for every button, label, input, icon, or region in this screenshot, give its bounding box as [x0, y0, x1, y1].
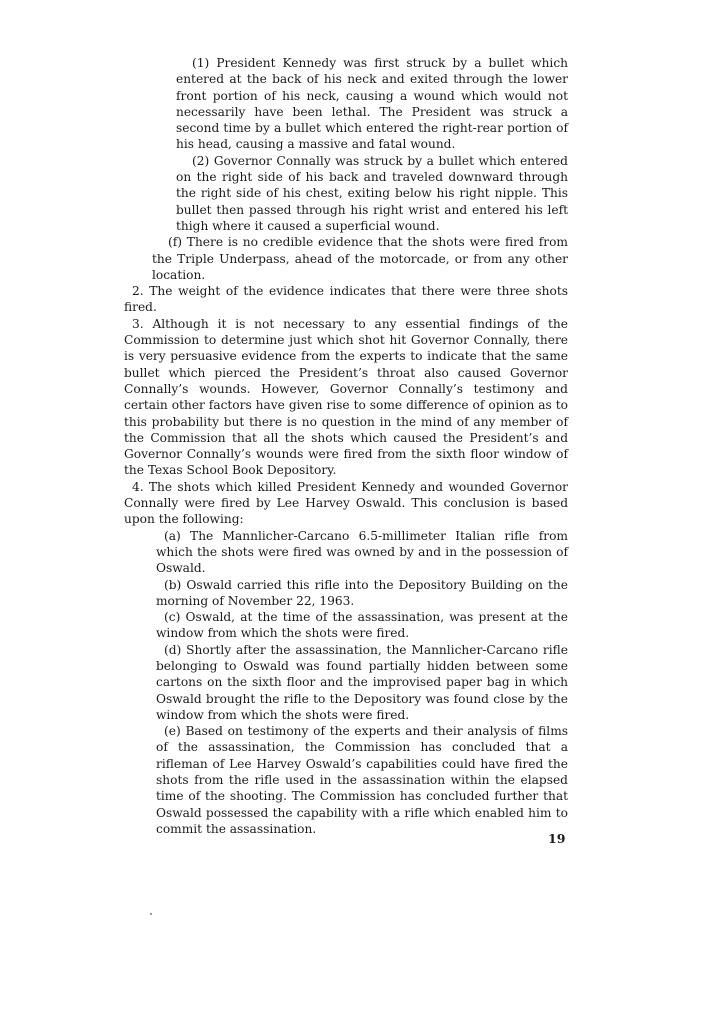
paragraph-finding-4: 4. The shots which killed President Kennedy and wounded Governor Connally were fired by Lee Harvey Oswald. This conclusion is based upon the following: — [124, 479, 568, 527]
paragraph-subitem-b: (b) Oswald carried this rifle into the Depository Building on the morning of November 22, 1963. — [156, 577, 568, 608]
paragraph-finding-3: 3. Although it is not necessary to any essential findings of the Commission to determine just which shot hit Governor Connally, there is very persuasive evidence from the experts to indicate that the same bullet which pierced the President’s throat also caused Governor Connally’s wounds. However, Governor Connally’s testimony and certain other factors have given rise to some difference of opinion as to this probability but there is no question in the mind of any member of the Commission that all the shots which caused the President’s and Governor Connally’s wounds were fired from the sixth floor window of the Texas School Book Depository. — [124, 316, 568, 478]
paragraph-finding-2: 2. The weight of the evidence indicates that there were three shots fired. — [124, 284, 568, 315]
paragraph-subitem-e: (e) Based on testimony of the experts and their analysis of films of the assassination, the Commission has concluded that a rifleman of Lee Harvey Oswald’s capabilities could have fired the shots from the rifle used in the assassination within the elapsed time of the shooting. The Commission has concluded further that Oswald possessed the capability with a rifle which enabled him to commit the assassination. — [156, 724, 568, 836]
body-text — [124, 55, 568, 837]
page-number: 19 — [548, 831, 566, 846]
paragraph-subitem-a: (a) The Mannlicher-Carcano 6.5-millimeter Italian rifle from which the shots were fired was owned by and in the possession of Oswald. — [156, 528, 568, 576]
scan-speck — [150, 913, 152, 915]
paragraph-subitem-d: (d) Shortly after the assassination, the Mannlicher-Carcano rifle belonging to Oswald was found partially hidden between some cartons on the sixth floor and the improvised paper bag in which Oswald brought the rifle to the Depository was found close by the window from which the shots were fired. — [156, 642, 568, 722]
paragraph-subitem-c: (c) Oswald, at the time of the assassination, was present at the window from which the shots were fired. — [156, 610, 568, 641]
paragraph-kennedy-wounds: (1) President Kennedy was first struck by a bullet which entered at the back of his neck and exited through the lower front portion of his neck, causing a wound which would not necessarily have been lethal. The President was struck a second time by a bullet which entered the right-rear portion of his head, causing a massive and fatal wound. — [176, 56, 568, 152]
finding-4-subitems — [124, 528, 568, 838]
paragraph-connally-wounds: (2) Governor Connally was struck by a bullet which entered on the right side of his back and traveled downward through the right side of his chest, exiting below his right nipple. This bullet then passed through his right wrist and entered his left thigh where it caused a superficial wound. — [176, 153, 568, 233]
paragraph-finding-f: (f) There is no credible evidence that the shots were fired from the Triple Underpass, ahead of the motorcade, or from any other location. — [152, 235, 568, 282]
